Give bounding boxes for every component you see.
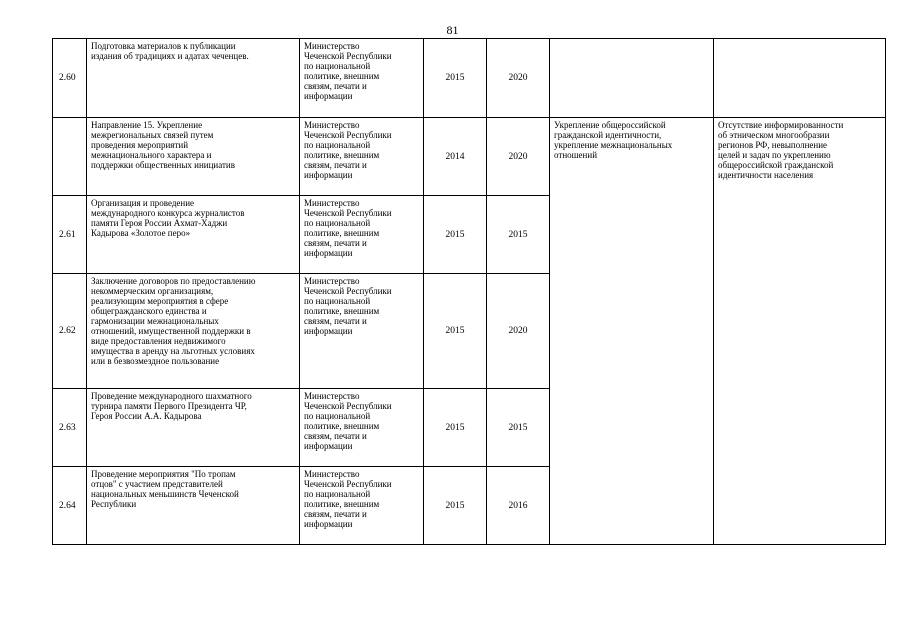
row-number [53, 118, 87, 196]
end-year: 2015 [487, 389, 550, 467]
table-row [53, 39, 886, 118]
end-year: 2015 [487, 196, 550, 274]
row-number: 2.64 [53, 467, 87, 545]
start-year: 2015 [424, 467, 487, 545]
start-year: 2015 [424, 274, 487, 389]
measure-name: Направление 15. Укрепление межрегиональных связей путем проведения мероприятий межнационального характера и поддержки общественных инициатив [87, 118, 300, 196]
row-number: 2.62 [53, 274, 87, 389]
executor: Министерство Чеченской Республики по национальной политике, внешним связям, печати и информации [300, 467, 424, 545]
measure-name: Организация и проведение международного конкурса журналистов памяти Героя России Ахмат-Хаджи Кадырова «Золотое перо» [87, 196, 300, 274]
row-number: 2.63 [53, 389, 87, 467]
row-number: 2.61 [53, 196, 87, 274]
expected-result: Укрепление общероссийской гражданской идентичности, укрепление межнациональных отношений [550, 118, 714, 545]
start-year: 2014 [424, 118, 487, 196]
start-year: 2015 [424, 39, 487, 118]
program-table [52, 38, 886, 545]
executor: Министерство Чеченской Республики по национальной политике, внешним связям, печати и информации [300, 39, 424, 118]
end-year: 2016 [487, 467, 550, 545]
row-number: 2.60 [53, 39, 87, 118]
consequence [714, 39, 886, 118]
table-row [53, 118, 886, 196]
end-year: 2020 [487, 118, 550, 196]
measure-name: Проведение международного шахматного турнира памяти Первого Президента ЧР, Героя России А.А. Кадырова [87, 389, 300, 467]
executor: Министерство Чеченской Республики по национальной политике, внешним связям, печати и информации [300, 274, 424, 389]
end-year: 2020 [487, 39, 550, 118]
start-year: 2015 [424, 389, 487, 467]
page-number: 81 [446, 23, 459, 37]
consequence: Отсутствие информированности об этническом многообразии регионов РФ, невыполнение целей и задач по укреплению общероссийской гражданской идентичности населения [714, 118, 886, 545]
expected-result [550, 39, 714, 118]
start-year: 2015 [424, 196, 487, 274]
measure-name: Проведение мероприятия "По тропам отцов" с участием представителей национальных меньшинств Чеченской Республики [87, 467, 300, 545]
executor: Министерство Чеченской Республики по национальной политике, внешним связям, печати и информации [300, 389, 424, 467]
end-year: 2020 [487, 274, 550, 389]
executor: Министерство Чеченской Республики по национальной политике, внешним связям, печати и информации [300, 196, 424, 274]
executor: Министерство Чеченской Республики по национальной политике, внешним связям, печати и информации [300, 118, 424, 196]
measure-name: Подготовка материалов к публикации издания об традициях и адатах чеченцев. [87, 39, 300, 118]
measure-name: Заключение договоров по предоставлению некоммерческим организациям, реализующим мероприятия в сфере общегражданского единства и гармонизации межнациональных отношений, имущественной поддержки в виде предоставления недвижимого имущества в аренду на льготных условиях или в безвозмездное пользование [87, 274, 300, 389]
